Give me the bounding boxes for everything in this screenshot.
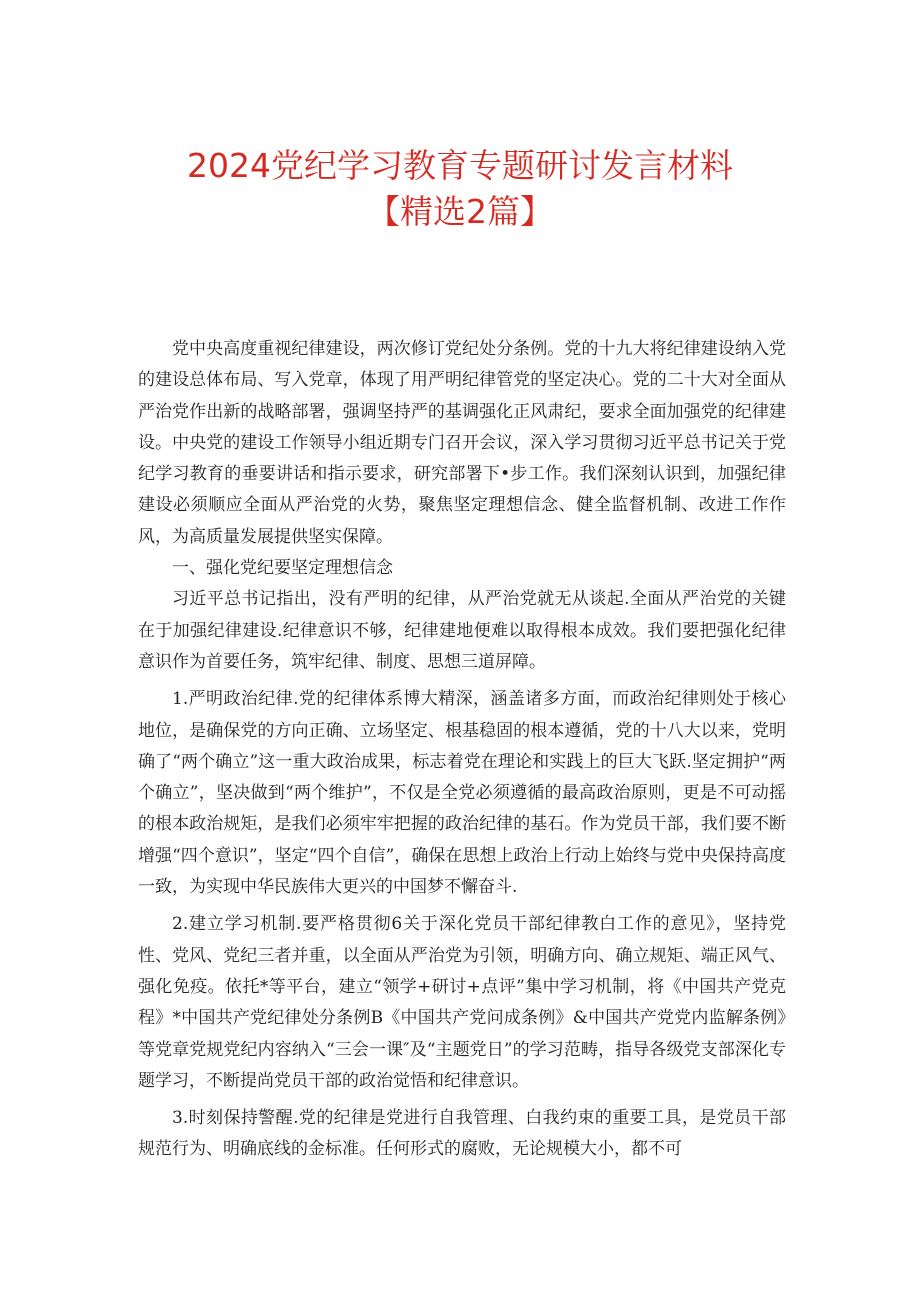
paragraph-item-2: 2.建立学习机制.要严格贯彻6关于深化党员干部纪律教白工作的意见》，坚持党性、党风、党纪三者并重，以全面从严治党为引领，明确方向、确立规矩、端正风气、强化免疫。依托*等平台，建立“领学+研讨+点评”集中学习机制，将《中国共产党克程》*中国共产党纪律处分条例B《中国共产党问成条例》&中国共产党党内监解条例》等党章党规党纪内容纳入“三会一课″及“主题党日”的学习范畴，指导各级党支部深化专题学习，不断提尚党员干部的政治觉悟和纪律意识。 xyxy=(138,914,786,1091)
document-title: 2024党纪学习教育专题研讨发言材料 xyxy=(187,146,733,185)
paragraph-intro: 党中央高度重视纪律建设，两次修订党纪处分条例。党的十九大将纪律建设纳入党的建设总体布局、写入党章，体现了用严明纪律管党的坚定决心。党的二十大对全面从严治党作出新的战略部署，强调坚持严的基调强化正风肃纪，要求全面加强党的纪律建设。中央党的建设工作领导小组近期专门召开会议，深入学习贯彻习近平总书记关于党纪学习教育的垂要讲话和指示要求，研究部署下•步工作。我们深刻认识到，加强纪律建设必须顺应全面从严治党的火势，聚焦坚定理想信念、健全监督机制、改进工作作风，为高质量发展提供坚实保障。 xyxy=(138,339,786,547)
document-subtitle: 【精选2篇】 xyxy=(367,192,553,231)
paragraph-section-intro: 习近平总书记指出，没有严明的纪律，从严治党就无从谈起.全面从严治党的关键在于加强纪律建设.纪律意识不够，纪律建地便难以取得根本成效。我们要把强化纪律意识作为首要任务，筑牢纪律、制度、思想三道屏障。 xyxy=(138,589,786,672)
section-heading: 一、强化党纪要坚定理想信念 xyxy=(172,558,393,579)
document-body xyxy=(138,334,786,1166)
paragraph-item-1: 1.严明政治纪律.党的纪律体系博大精深，涵盖诸多方面，而政治纪律则处于核心地位，是确保党的方向正确、立场坚定、根基稳固的根本遵循，党的十八大以来，党明确了“两个确立”这一重大政治成果，标志着党在理论和实践上的巨大飞跃.坚定拥护“两个确立”，坚决做到“两个维护”，不仅是全党必须遵循的最高政治原则，更是不可动摇的根本政治规矩，是我们必须牢牢把握的政治纪律的基石。作为党员干部，我们要不断增强“四个意识”，坚定“四个自信”，确保在思想上政治上行动上始终与党中央保持高度一致，为实现中华民族伟大更兴的中国梦不懈奋斗. xyxy=(138,689,786,898)
paragraph-item-3: 3.时刻保持警醒.党的纪律是党进行自我管理、白我约束的重要工具，是党员干部规范行为、明确底线的金标准。任何形式的腐败，无论规模大小，都不可 xyxy=(138,1108,786,1160)
